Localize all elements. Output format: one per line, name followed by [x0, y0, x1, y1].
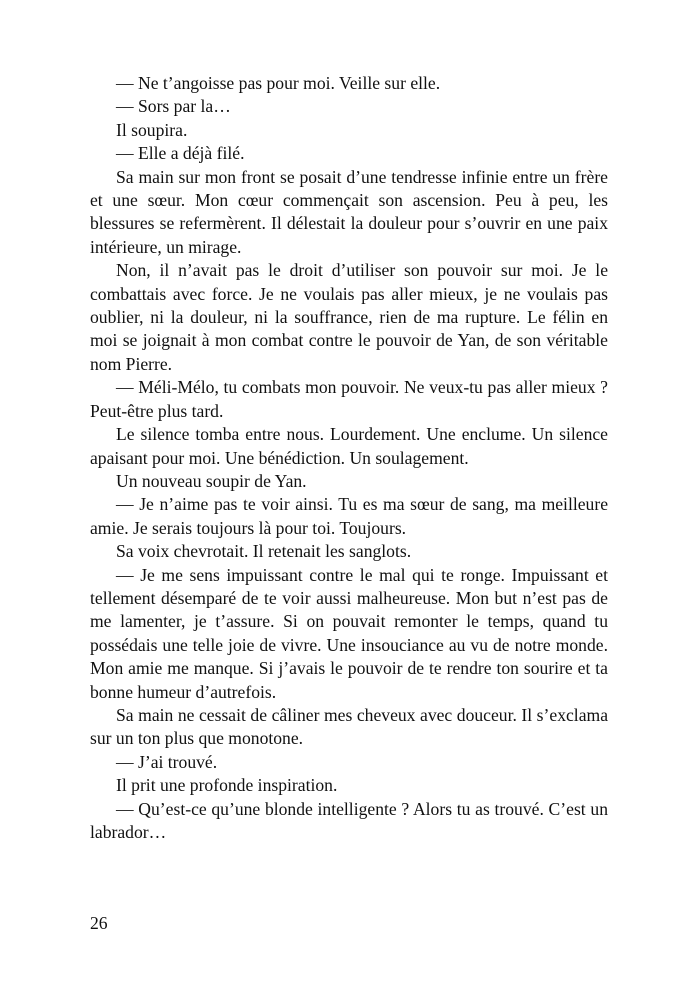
- paragraph: — Sors par la…: [116, 96, 231, 117]
- paragraph: — Je n’aime pas te voir ainsi. Tu es ma sœur de sang, ma meilleure amie. Je serais toujours là pour toi. Toujours.: [90, 494, 608, 538]
- page-number: 26: [90, 913, 108, 933]
- paragraph: — Ne t’angoisse pas pour moi. Veille sur elle.: [116, 73, 441, 93]
- paragraph: Sa voix chevrotait. Il retenait les sanglots.: [116, 541, 412, 562]
- body-text: [90, 72, 608, 844]
- paragraph: — Je me sens impuissant contre le mal qui te ronge. Impuissant et tellement désemparé de te voir aussi malheureuse. Mon but n’est pas de me lamenter, je t’assure. Si on pouvait remonter le temps, quand tu possédais une telle joie de vivre. Une insouciance au vu de notre monde. Mon amie me manque. Si j’avais le pouvoir de te rendre ton sourire et ta bonne humeur d’autrefois.: [90, 564, 608, 702]
- paragraph: Sa main sur mon front se posait d’une tendresse infinie entre un frère et une sœur. Mon cœur commençait son ascension. Peu à peu, les blessures se refermèrent. Il délestait la douleur pour s’ouvrir en une paix intérieure, un mirage.: [90, 166, 608, 257]
- paragraph: Sa main ne cessait de câliner mes cheveux avec douceur. Il s’exclama sur un ton plus que monotone.: [90, 704, 608, 749]
- paragraph: Il prit une profonde inspiration.: [116, 775, 338, 796]
- paragraph: Un nouveau soupir de Yan.: [116, 470, 307, 491]
- paragraph: Il soupira.: [116, 119, 188, 140]
- paragraph: Non, il n’avait pas le droit d’utiliser son pouvoir sur moi. Je le combattais avec force. Je ne voulais pas aller mieux, je ne voulais pas oublier, ni la douleur, ni la souffrance, rien de ma rupture. Le félin en moi se joignait à mon combat contre le pouvoir de Yan, de son véritable nom Pierre.: [90, 260, 608, 374]
- paragraph: — Méli-Mélo, tu combats mon pouvoir. Ne veux-tu pas aller mieux ? Peut-être plus tard.: [90, 377, 608, 421]
- paragraph: Le silence tomba entre nous. Lourdement. Une enclume. Un silence apaisant pour moi. Une bénédiction. Un soulagement.: [90, 424, 608, 468]
- paragraph: — J’ai trouvé.: [116, 751, 218, 772]
- paragraph: — Elle a déjà filé.: [116, 143, 245, 164]
- paragraph: — Qu’est-ce qu’une blonde intelligente ? Alors tu as trouvé. C’est un labrador…: [90, 798, 608, 842]
